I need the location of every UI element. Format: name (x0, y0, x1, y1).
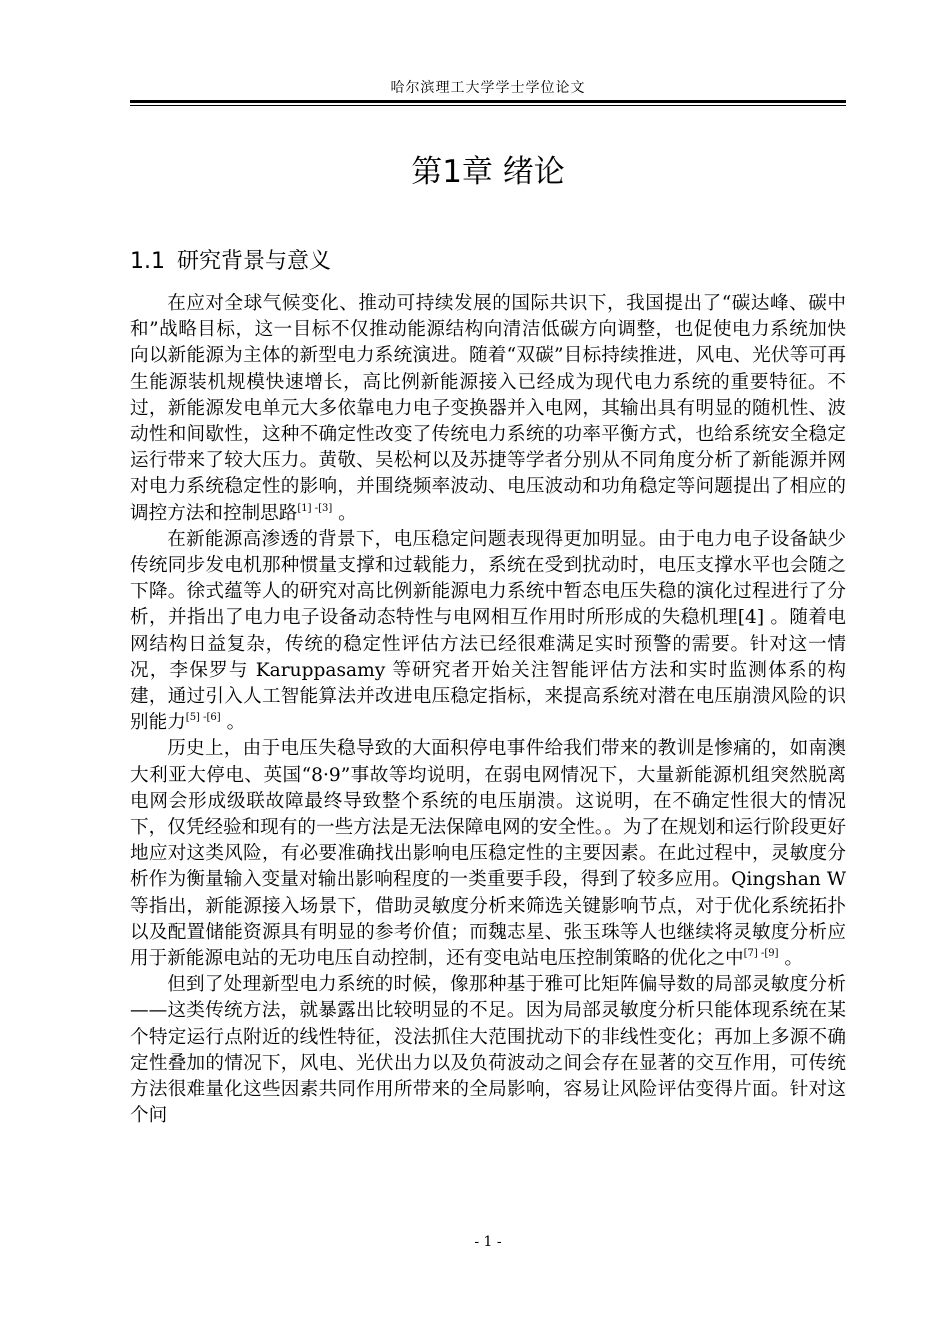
paragraph-text: 但到了处理新型电力系统的时候，像那种基于雅可比矩阵偏导数的局部灵敏度分析——这类传统方法，就暴露出比较明显的不足。因为局部灵敏度分析只能体现系统在某个特定运行点附近的线性特征，没法抓住大范围扰动下的非线性变化；再加上多源不确定性叠加的情况下，风电、光伏出力以及负荷波动之间会存在显著的交互作用，可传统方法很难量化这些因素共同作用所带来的全局影响，容易让风险评估变得片面。针对这个问 (130, 974, 846, 1127)
header-rule-thin (130, 105, 846, 106)
paragraph-tail: 。 (332, 502, 357, 524)
section-heading (130, 245, 331, 279)
paragraph-text: 历史上，由于电压失稳导致的大面积停电事件给我们带来的教训是惨痛的，如南澳大利亚大停电、英国“8·9”事故等均说明，在弱电网情况下，大量新能源机组突然脱离电网会形成级联故障最终导致整个系统的电压崩溃。这说明，在不确定性很大的情况下，仅凭经验和现有的一些方法是无法保障电网的安全性。。为了在规划和运行阶段更好地应对这类风险，有必要准确找出影响电压稳定性的主要因素。在此过程中，灵敏度分析作为衡量输入变量对输出影响程度的一类重要手段，得到了较多应用。Qingshan W 等指出，新能源接入场景下，借助灵敏度分析来筛选关键影响节点，对于优化系统拓扑以及配置储能资源具有明显的参考价值；而魏志星、张玉珠等人也继续将灵敏度分析应用于新能源电站的无功电压自动控制，还有变电站电压控制策略的优化之中 (130, 738, 846, 970)
header-rule-thick (130, 100, 846, 103)
paragraph-2 (130, 527, 846, 737)
running-header: 哈尔滨理工大学学士学位论文 (390, 80, 586, 96)
citation: [7] -[9] (743, 948, 779, 960)
paragraph-tail: 。 (778, 948, 804, 970)
citation: [5] -[6] (185, 712, 221, 724)
paragraph-tail: 。 (220, 712, 246, 734)
paragraph-text: 在新能源高渗透的背景下，电压稳定问题表现得更加明显。由于电力电子设备缺少传统同步发电机那种惯量支撑和过载能力，系统在受到扰动时，电压支撑水平也会随之下降。徐式蕴等人的研究对高比例新能源电力系统中暂态电压失稳的演化过程进行了分析，并指出了电力电子设备动态特性与电网相互作用时所形成的失稳机理[4] 。随着电网结构日益复杂，传统的稳定性评估方法已经很难满足实时预警的需要。针对这一情况，李保罗与 Karuppasamy 等研究者开始关注智能评估方法和实时监测体系的构建，通过引入人工智能算法并改进电压稳定指标，来提高系统对潜在电压崩溃风险的识别能力 (130, 528, 846, 734)
paragraph-3 (130, 736, 846, 972)
body-text (130, 291, 846, 1130)
paragraph-4 (130, 972, 846, 1129)
paragraph-text: 在应对全球气候变化、推动可持续发展的国际共识下，我国提出了“碳达峰、碳中和”战略目标，这一目标不仅推动能源结构向清洁低碳方向调整，也促使电力系统加快向以新能源为主体的新型电力系统演进。随着“双碳”目标持续推进，风电、光伏等可再生能源装机规模快速增长，高比例新能源接入已经成为现代电力系统的重要特征。不过，新能源发电单元大多依靠电力电子变换器并入电网，其输出具有明显的随机性、波动性和间歇性，这种不确定性改变了传统电力系统的功率平衡方式，也给系统安全稳定运行带来了较大压力。黄敬、吴松柯以及苏捷等学者分别从不同角度分析了新能源并网对电力系统稳定性的影响，并围绕频率波动、电压波动和功角稳定等问题提出了相应的调控方法和控制思路 (130, 293, 846, 524)
section-title: 研究背景与意义 (177, 249, 332, 274)
paragraph-1 (130, 291, 846, 527)
chapter-title: 第1章 绪论 (411, 154, 565, 190)
page-number: - 1 - (474, 1234, 502, 1250)
citation: [1] -[3] (297, 502, 333, 514)
section-number: 1.1 (130, 249, 165, 274)
